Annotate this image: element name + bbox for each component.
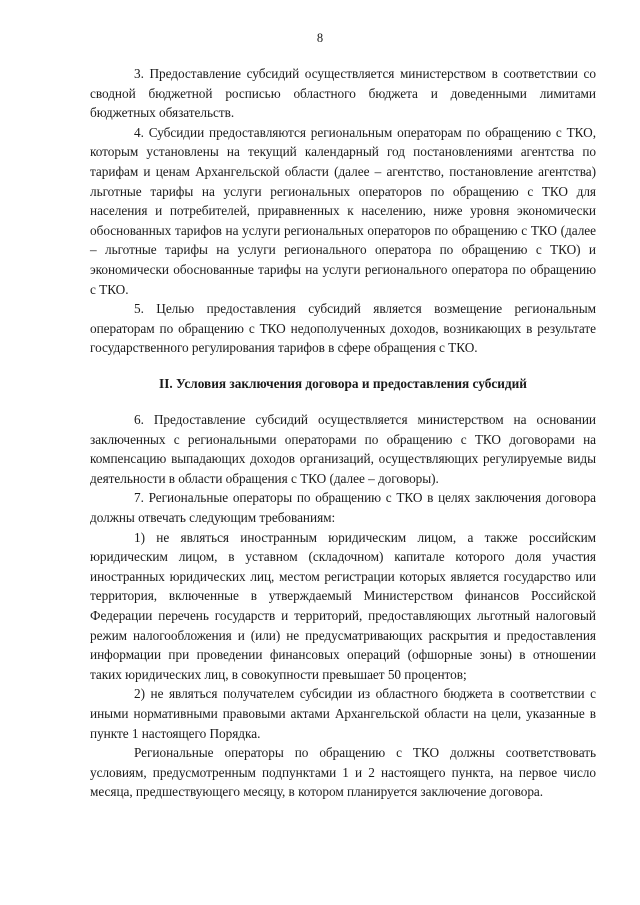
paragraph-3: 3. Предоставление субсидий осуществляется министерством в соответствии со сводной бюджетной росписью областного бюджета и доведенными лимитами бюджетных обязательств.	[90, 66, 596, 121]
subparagraph-1: 1) не являться иностранным юридическим лицом, а также российским юридическим лицом, в уставном (складочном) капитале которого доля участия иностранных юридических лиц, местом регистрации которых является государство или территория, включенные в утверждаемый Министерством финансов Российской Федерации перечень государств и территорий, предоставляющих льготный налоговый режим налогообложения и (или) не предусматривающих раскрытия и предоставления информации при проведении финансовых операций (офшорные зоны) в отношении таких юридических лиц, в совокупности превышает 50 процентов;	[90, 529, 596, 682]
section-heading: II. Условия заключения договора и предоставления субсидий	[159, 376, 527, 391]
paragraph-6: 6. Предоставление субсидий осуществляется министерством на основании заключенных с региональными операторами по обращению с ТКО договорами на компенсацию выпадающих доходов организаций, осуществляющих регулируемые виды деятельности в области обращения с ТКО (далее – договоры).	[90, 412, 596, 486]
paragraph-5: 5. Целью предоставления субсидий является возмещение региональным операторам по обращению с ТКО недополученных доходов, возникающих в результате государственного регулирования тарифов в сфере обращения с ТКО.	[90, 301, 596, 356]
paragraph-4: 4. Субсидии предоставляются региональным операторам по обращению с ТКО, которым установлены на текущий календарный год постановлениями агентства по тарифам и ценам Архангельской области (далее – агентство, постановление агентства) льготные тарифы на услуги региональных операторов по обращению с ТКО для населения и потребителей, приравненных к населению, ниже уровня экономически обоснованных тарифов на услуги региональных операторов по обращению с ТКО (далее – льготные тарифы на услуги регионального оператора по обращению с ТКО) и экономически обоснованные тарифы на услуги регионального оператора по обращению с ТКО.	[90, 124, 596, 297]
subparagraph-2: 2) не являться получателем субсидии из областного бюджета в соответствии с иными нормативными правовыми актами Архангельской области на цели, указанные в пункте 1 настоящего Порядка.	[90, 686, 596, 741]
body-text-top	[90, 64, 596, 358]
page-number: 8	[316, 31, 324, 45]
paragraph-conditions: Региональные операторы по обращению с ТКО должны соответствовать условиям, предусмотренным подпунктами 1 и 2 настоящего пункта, на первое число месяца, предшествующего месяцу, в котором планируется заключение договора.	[90, 745, 596, 800]
body-text-bottom	[90, 410, 596, 802]
paragraph-7: 7. Региональные операторы по обращению с ТКО в целях заключения договора должны отвечать следующим требованиям:	[90, 490, 596, 525]
